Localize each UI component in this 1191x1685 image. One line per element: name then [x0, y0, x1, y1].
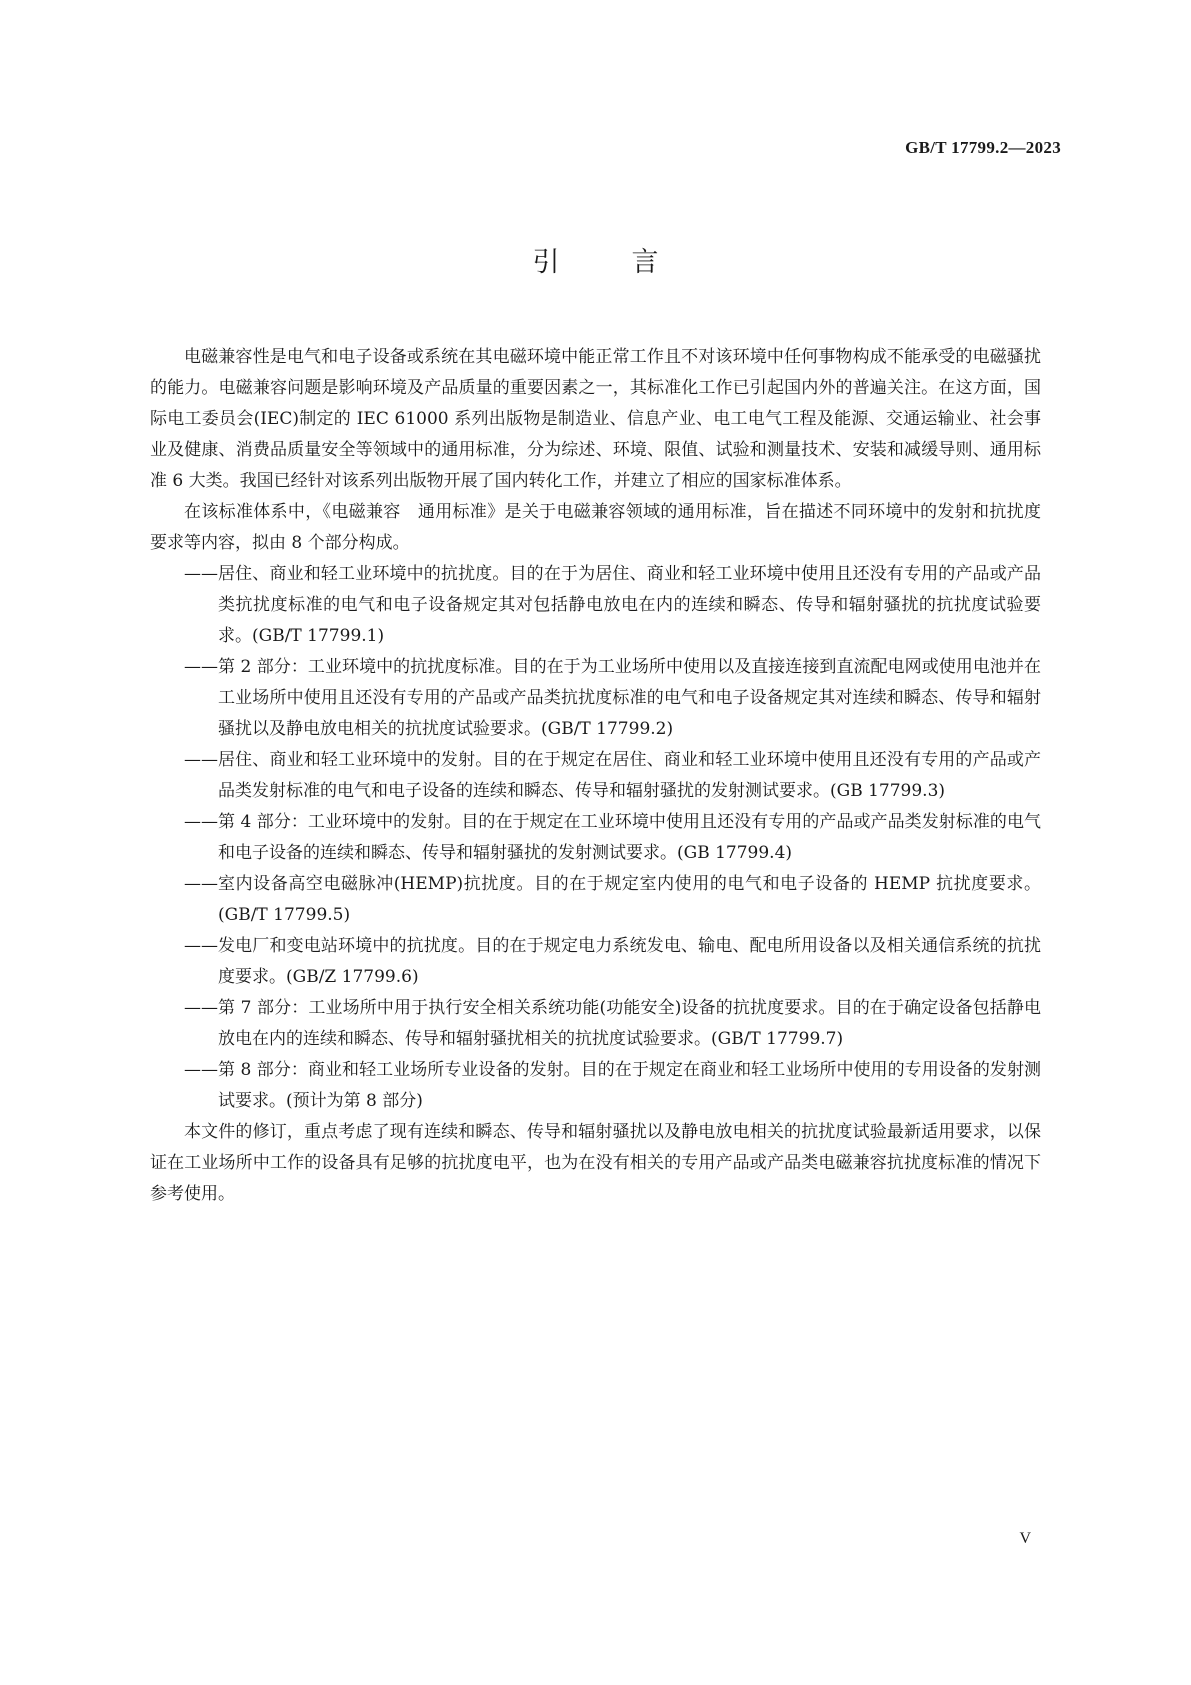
page-number: V [1019, 1530, 1031, 1547]
list-item-text: 第 2 部分：工业环境中的抗扰度标准。目的在于为工业场所中使用以及直接连接到直流配电网或使用电池并在工业场所中使用且还没有专用的产品或产品类抗扰度标准的电气和电子设备规定其对连续和瞬态、传导和辐射骚扰以及静电放电相关的抗扰度试验要求。(GB/T 17799.2) [218, 657, 1041, 739]
list-item [150, 993, 1041, 1055]
list-item [150, 559, 1041, 652]
list-dash: —— [184, 1060, 218, 1080]
paragraph-closing: 本文件的修订，重点考虑了现有连续和瞬态、传导和辐射骚扰以及静电放电相关的抗扰度试验最新适用要求，以保证在工业场所中工作的设备具有足够的抗扰度电平，也为在没有相关的专用产品或产品类电磁兼容抗扰度标准的情况下参考使用。 [150, 1122, 1041, 1204]
list-dash: —— [184, 750, 218, 770]
list-dash: —— [184, 874, 218, 894]
body-text [150, 342, 1041, 1210]
list-item [150, 807, 1041, 869]
list-item [150, 869, 1041, 931]
list-item-text: 第 4 部分：工业环境中的发射。目的在于规定在工业环境中使用且还没有专用的产品或产品类发射标准的电气和电子设备的连续和瞬态、传导和辐射骚扰的发射测试要求。(GB 17799.4) [218, 812, 1041, 863]
list-dash: —— [184, 998, 218, 1018]
paragraph-system: 在该标准体系中，《电磁兼容 通用标准》是关于电磁兼容领域的通用标准，旨在描述不同环境中的发射和抗扰度要求等内容，拟由 8 个部分构成。 [150, 502, 1041, 553]
list-dash: —— [184, 936, 218, 956]
list-item [150, 931, 1041, 993]
list-item [150, 652, 1041, 745]
section-title: 引言 [532, 247, 731, 278]
document-number: GB/T 17799.2—2023 [905, 138, 1061, 157]
paragraph-intro: 电磁兼容性是电气和电子设备或系统在其电磁环境中能正常工作且不对该环境中任何事物构成不能承受的电磁骚扰的能力。电磁兼容问题是影响环境及产品质量的重要因素之一，其标准化工作已引起国内外的普遍关注。在这方面，国际电工委员会(IEC)制定的 IEC 61000 系列出版物是制造业、信息产业、电工电气工程及能源、交通运输业、社会事业及健康、消费品质量安全等领域中的通用标准，分为综述、环境、限值、试验和测量技术、安装和减缓导则、通用标准 6 大类。我国已经针对该系列出版物开展了国内转化工作，并建立了相应的国家标准体系。 [150, 347, 1041, 491]
list-item-text: 第 7 部分：工业场所中用于执行安全相关系统功能(功能安全)设备的抗扰度要求。目的在于确定设备包括静电放电在内的连续和瞬态、传导和辐射骚扰相关的抗扰度试验要求。(GB/T 17799.7) [218, 998, 1041, 1049]
list-item-text: 发电厂和变电站环境中的抗扰度。目的在于规定电力系统发电、输电、配电所用设备以及相关通信系统的抗扰度要求。(GB/Z 17799.6) [218, 936, 1041, 987]
list-item-text: 第 8 部分：商业和轻工业场所专业设备的发射。目的在于规定在商业和轻工业场所中使用的专用设备的发射测试要求。(预计为第 8 部分) [218, 1060, 1041, 1111]
list-item-text: 居住、商业和轻工业环境中的抗扰度。目的在于为居住、商业和轻工业环境中使用且还没有专用的产品或产品类抗扰度标准的电气和电子设备规定其对包括静电放电在内的连续和瞬态、传导和辐射骚扰的抗扰度试验要求。(GB/T 17799.1) [218, 564, 1041, 646]
list-dash: —— [184, 812, 218, 832]
list-item-text: 室内设备高空电磁脉冲(HEMP)抗扰度。目的在于规定室内使用的电气和电子设备的 HEMP 抗扰度要求。(GB/T 17799.5) [218, 874, 1041, 925]
list-item [150, 745, 1041, 807]
list-dash: —— [184, 657, 218, 677]
list-item-text: 居住、商业和轻工业环境中的发射。目的在于规定在居住、商业和轻工业环境中使用且还没有专用的产品或产品类发射标准的电气和电子设备的连续和瞬态、传导和辐射骚扰的发射测试要求。(GB 17799.3) [218, 750, 1041, 801]
list-dash: —— [184, 564, 218, 584]
list-item [150, 1055, 1041, 1117]
